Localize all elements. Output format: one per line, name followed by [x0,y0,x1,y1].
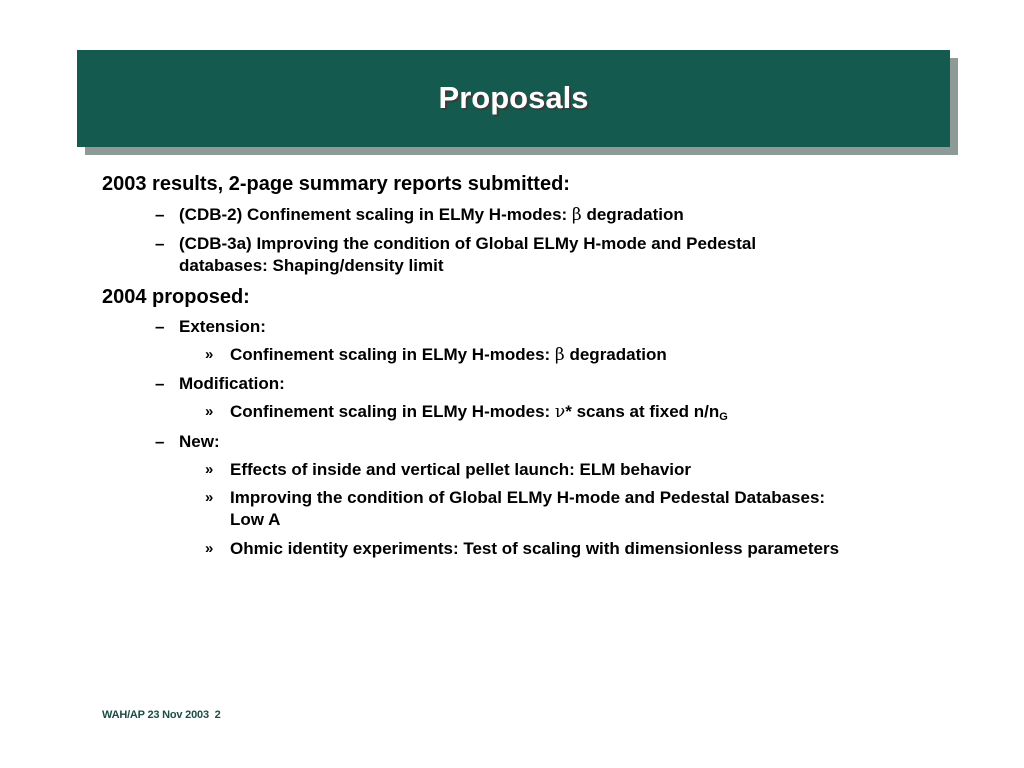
bullet-extension: Extension: [179,317,266,336]
nu-symbol: ν [554,402,566,422]
slide-title: Proposals [438,79,589,115]
bullet-text: (CDB-2) Confinement scaling in ELMy H-modes: [179,205,572,224]
sub-bullet-ohmic: Ohmic identity experiments: Test of scaling with dimensionless parameters [230,539,840,558]
bullet-cdb2 [179,205,684,225]
chevron-bullet: » [205,346,214,363]
subscript-g: G [719,411,728,423]
bullet-text: Confinement scaling in ELMy H-modes: [230,345,555,364]
bullet-text: degradation [581,205,684,224]
sub-bullet-pellet: Effects of inside and vertical pellet launch: ELM behavior [230,460,691,479]
dash-bullet: – [155,374,165,393]
beta-symbol: β [554,345,565,365]
beta-symbol: β [571,205,582,225]
sub-bullet-databases-line2: Low A [230,510,281,529]
dash-bullet: – [155,432,165,451]
sub-bullet-modification [230,402,728,423]
dash-bullet: – [155,205,165,224]
page-number: 2 [214,709,221,721]
chevron-bullet: » [205,489,214,506]
section-heading-2003: 2003 results, 2-page summary reports submitted: [102,173,570,195]
slide-footer [102,709,221,721]
dash-bullet: – [155,234,165,253]
sub-bullet-extension [230,345,667,365]
bullet-text: Confinement scaling in ELMy H-modes: [230,402,555,421]
dash-bullet: – [155,317,165,336]
chevron-bullet: » [205,403,214,420]
bullet-cdb3a-line1: (CDB-3a) Improving the condition of Global ELMy H-mode and Pedestal [179,234,757,253]
chevron-bullet: » [205,540,214,557]
sub-bullet-databases-line1: Improving the condition of Global ELMy H-mode and Pedestal Databases: [230,488,826,507]
bullet-text: * scans at fixed n/n [565,402,720,421]
bullet-modification: Modification: [179,374,285,393]
section-heading-2004: 2004 proposed: [102,286,250,308]
bullet-cdb3a-line2: databases: Shaping/density limit [179,256,444,275]
footer-text: WAH/AP 23 Nov 2003 [102,709,209,721]
bullet-new: New: [179,432,220,451]
bullet-text: degradation [564,345,667,364]
chevron-bullet: » [205,461,214,478]
